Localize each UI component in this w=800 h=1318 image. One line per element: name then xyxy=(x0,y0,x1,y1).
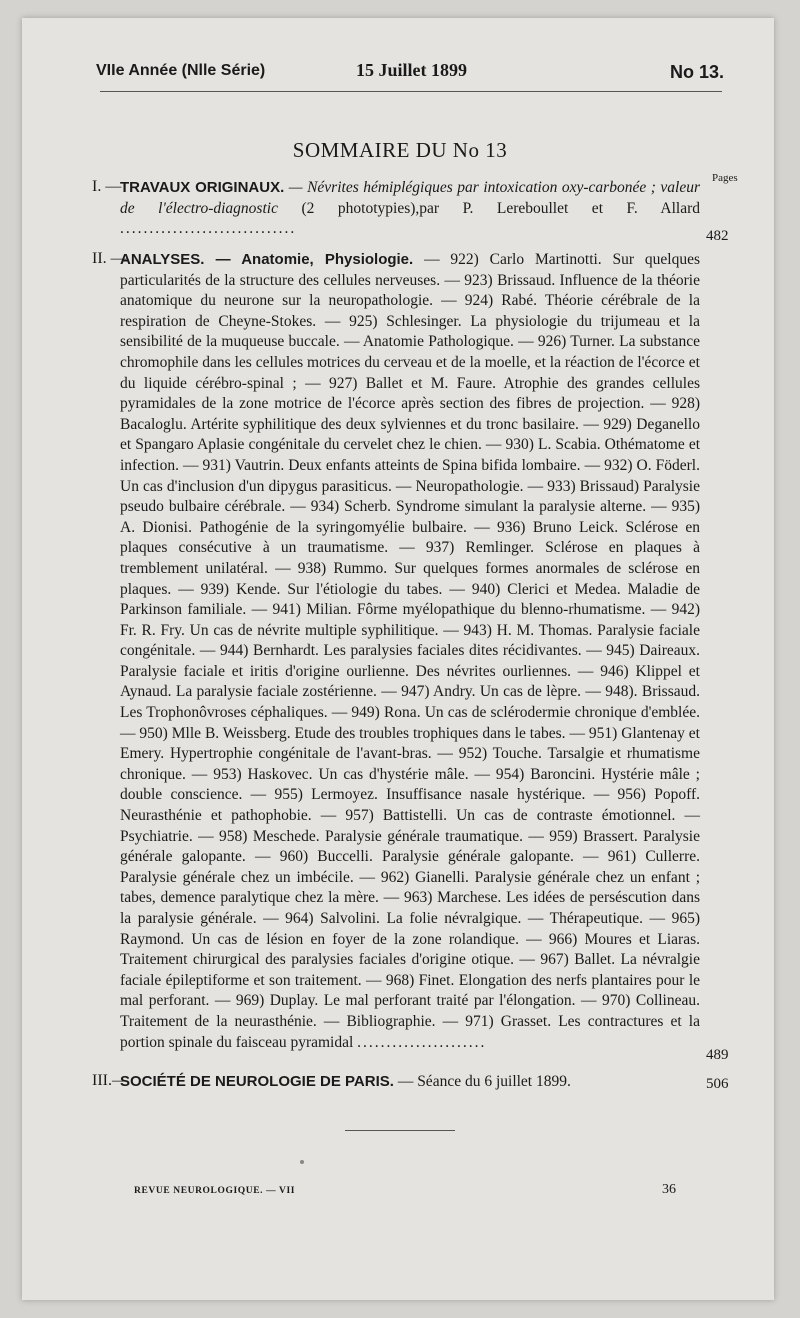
section-analyses xyxy=(92,250,701,1053)
section-number: III.— xyxy=(92,1072,128,1089)
print-speck xyxy=(300,1160,304,1164)
section-divider xyxy=(345,1130,455,1131)
section-number: I. — xyxy=(92,178,122,195)
footer-journal: REVUE NEUROLOGIQUE. — VII xyxy=(134,1186,296,1196)
section-text: — 922) Carlo Martinotti. Sur quelques particularités de la structure des cellules nerveuses. — 923) Brissaud. Influence de la théorie anatomique du neurone sur la neuropathologie. — 924) Rabé. Théorie cérébrale de la respiration de Cheyne-Stokes. — 925) Schlesinger. La physiologie du trijumeau et la sensibilité de la muqueuse buccale. — Anatomie Pathologique. — 926) Turner. La substance chromophile dans les cellules motrices du cerveau et de la moelle, et la réaction de l'écorce et du liquide cérébro-spinal ; — 927) Ballet et M. Faure. Atrophie des grandes cellules pyramidales de la zone motrice de l'écorce après section des fibres de projection. — 928) Bacaloglu. Artérite syphilitique des deux sylviennes et du tronc basilaire. — 929) Deganello et Spangaro Aplasie congénitale du cervelet chez le chien. — 930) L. Scabia. Othématome et infection. — 931) Vautrin. Deux enfants atteints de Spina bifida lombaire. — 932) O. Föderl. Un cas d'inclusion d'un dipygus parasiticus. — Neuropathologie. — 933) Brissaud) Paralysie pseudo bulbaire cérébrale. — 934) Scherb. Syndrome simulant la paralysie alterne. — 935) A. Dionisi. Pathogénie de la syringomyélie bulbaire. — 936) Bruno Leick. Sclérose en plaques consécutive à un traumatisme. — 937) Remlinger. Sclérose en plaques à tremblement unilatéral. — 938) Rummo. Sur quelques formes anormales de sclérose en plaques. — 939) Kende. Sur l'étiologie du tabes. — 940) Clerici et Medea. Maladie de Parkinson familiale. — 941) Milian. Fôrme myélopathique du blenno-rhumatisme. — 942) Fr. R. Fry. Un cas de névrite multiple syphilitique. — 943) H. M. Thomas. Paralysie faciale congénitale. — 944) Bernhardt. Les paralysies faciales dites récidivantes. — 945) Daireaux. Paralysie faciale et iritis d'origine ourlienne. Des névrites ourliennes. — 946) Klippel et Aynaud. La paralysie faciale zostérienne. — 947) Andry. Un cas de lèpre. — 948). Brissaud. Les Trophonôvroses céphaliques. — 949) Rona. Un cas de sclérodermie chronique d'emblée. — 950) Mlle B. Weissberg. Etude des troubles trophiques dans le tabes. — 951) Glantenay et Emery. Hypertrophie congénitale de l'avant-bras. — 952) Touche. Tarsalgie et rhumatisme chronique. — 953) Haskovec. Un cas d'hystérie mâle. — 954) Baroncini. Hystérie mâle ; double conscience. — 955) Lermoyez. Insuffisance nasale hystérique. — 956) Popoff. Neurasthénie et pathophobie. — 957) Battistelli. Un cas de contraste émotionnel. — Psychiatrie. — 958) Meschede. Paralysie générale traumatique. — 959) Brassert. Paralysie générale galopante. — 960) Buccelli. Paralysie générale galopante. — 961) Cullerre. Paralysie générale chez un imbécile. — 962) Gianelli. Paralysie générale chez un enfant ; tabes, demence paralytique chez la mère. — 963) Marchese. Les idées de perséscution dans la paralysie générale. — 964) Salvolini. La folie névralgique. — Thérapeutique. — 965) Raymond. Un cas de lésion en foyer de la zone rolandique. — 966) Moures et Liaras. Traitement chirurgical des paralysies faciales d'origine otique. — 967) Ballet. La névralgie faciale épileptiforme et son traitement. — 968) Finet. Elongation des nerfs plantaires pour le mal perforant. — 969) Duplay. Le mal perforant traité par l'élongation. — 970) Collineau. Traitement de la neurasthénie. — Bibliographie. — 971) Grasset. Les contractures et la portion spinale du faisceau pyramidal xyxy=(120,251,701,1051)
leader-dots: .............................. xyxy=(120,220,297,238)
page-ref-travaux: 482 xyxy=(706,228,729,244)
section-body xyxy=(120,178,700,240)
section-italic-title: — Névrites hémiplégiques par intoxication oxy-carbonée ; valeur de l'électro-diagnostic xyxy=(120,179,700,217)
leader-dots: ...................... xyxy=(357,1033,487,1051)
header-year: VIIe Année (Nlle Série) xyxy=(96,62,266,79)
pages-column-label: Pages xyxy=(712,172,738,184)
section-travaux-originaux xyxy=(92,178,701,240)
section-body xyxy=(120,1072,700,1093)
header-rule xyxy=(100,91,722,92)
section-label: SOCIÉTÉ DE NEUROLOGIE DE PARIS. xyxy=(120,1073,394,1090)
footer-page-number: 36 xyxy=(662,1182,676,1197)
page-ref-societe: 506 xyxy=(706,1076,729,1092)
section-text: (2 phototypies),par P. Lereboullet et F. Allard xyxy=(301,199,701,217)
page-title: SOMMAIRE DU No 13 xyxy=(292,138,508,162)
section-label: TRAVAUX ORIGINAUX. xyxy=(120,179,285,196)
page-header xyxy=(96,56,724,86)
section-number: II. — xyxy=(92,250,127,267)
section-body xyxy=(120,250,700,1053)
section-text: — Séance du 6 juillet 1899. xyxy=(397,1073,571,1090)
header-number: No 13. xyxy=(669,62,724,82)
header-date: 15 Juillet 1899 xyxy=(356,60,467,80)
section-societe-neurologie xyxy=(92,1072,700,1093)
section-label: ANALYSES. — Anatomie, Physiologie. xyxy=(120,251,414,268)
page-ref-analyses: 489 xyxy=(706,1047,729,1063)
